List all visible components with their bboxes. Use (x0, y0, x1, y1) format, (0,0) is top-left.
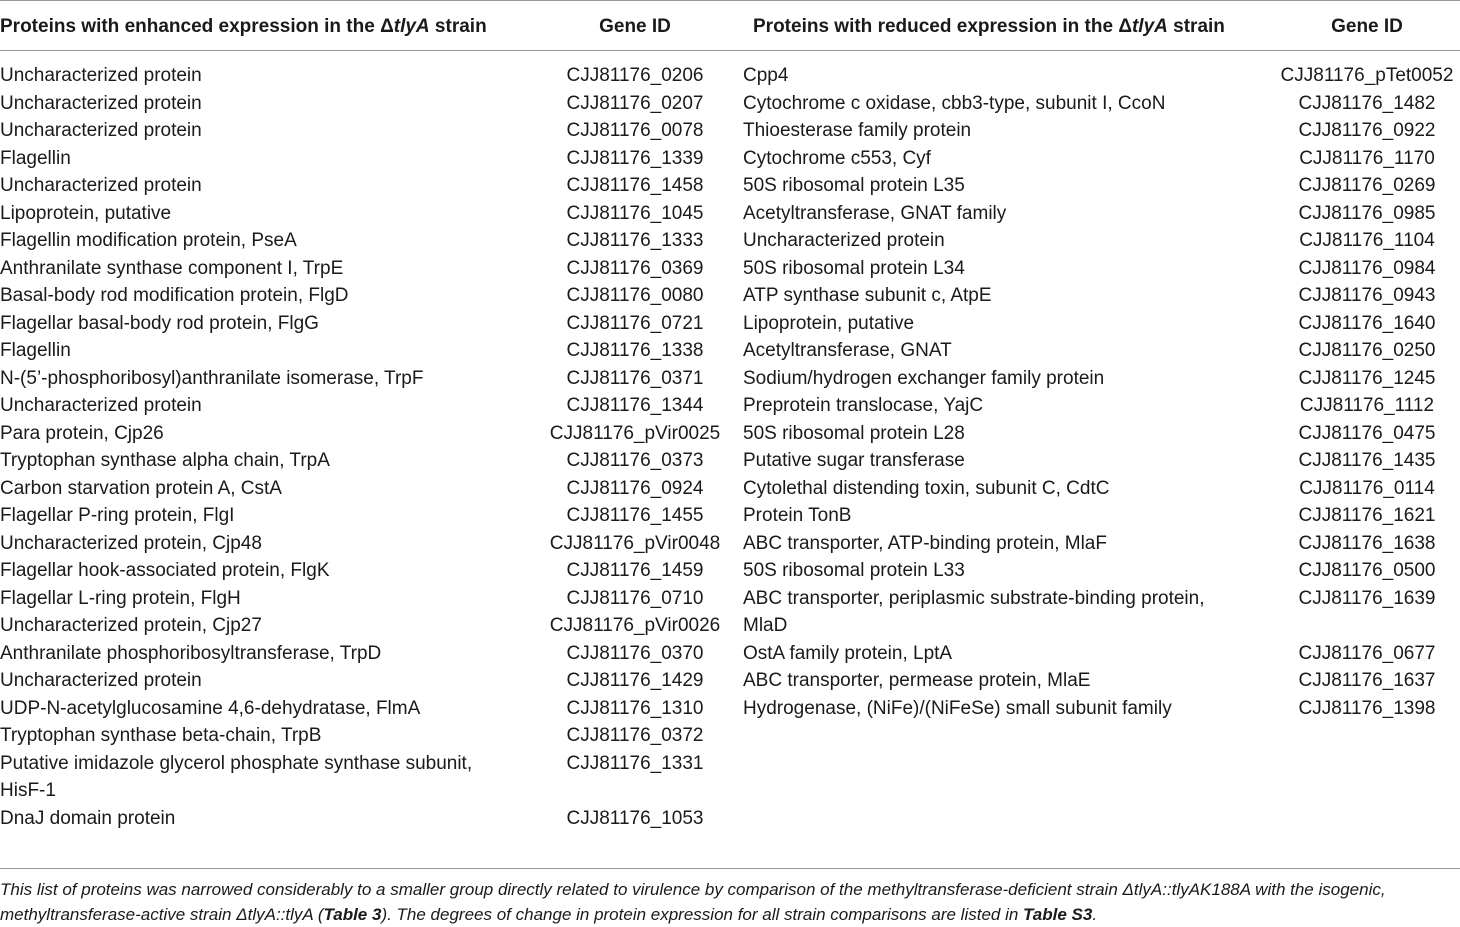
enhanced-row-name (0, 557, 330, 585)
enhanced-row-gene-id: CJJ81176_1045 (566, 202, 704, 224)
enhanced-row-gene-id: CJJ81176_0372 (566, 725, 704, 746)
reduced-row-name (743, 227, 945, 255)
enhanced-name-text: Flagellin (0, 340, 71, 361)
enhanced-name-text: Flagellar hook-associated protein, FlgK (0, 560, 330, 581)
reduced-row-gene-id: CJJ81176_1482 (1298, 92, 1436, 114)
enhanced-row-gene-id: CJJ81176_0369 (566, 257, 704, 279)
enhanced-row-gene-id: CJJ81176_1333 (566, 230, 704, 251)
enhanced-name-text-cont: HisF-1 (0, 780, 56, 801)
enhanced-row-name (0, 172, 202, 200)
reduced-name-text: Putative sugar transferase (743, 450, 965, 471)
reduced-name-text: Protein TonB (743, 505, 852, 526)
enhanced-name-text: Flagellar basal-body rod protein, FlgG (0, 312, 319, 334)
enhanced-row-name (0, 117, 202, 145)
enhanced-row-gene-id: CJJ81176_0371 (566, 367, 704, 389)
enhanced-name-text: Basal-body rod modification protein, FlgD (0, 285, 349, 306)
reduced-row-gene-id: CJJ81176_1640 (1298, 312, 1436, 334)
reduced-name-text: Sodium/hydrogen exchanger family protein (743, 367, 1105, 389)
enhanced-row-gene-id: CJJ81176_1455 (566, 505, 704, 526)
reduced-row-gene-id: CJJ81176_1104 (1299, 230, 1435, 251)
table-caption (0, 877, 1460, 927)
enhanced-name-text: Uncharacterized protein (0, 65, 202, 86)
caption-text-1: This list of proteins was narrowed considerably to a smaller group directly related to virulence by comparison of the methyltransferase-deficient strain ΔtlyA::tlyAK188A with the isogenic, methyltransferase-active strain ΔtlyA::tlyA ( (0, 880, 1386, 924)
reduced-row-name (743, 475, 1109, 503)
enhanced-row-gene-id: CJJ81176_0080 (566, 285, 704, 306)
enhanced-row-gene-id: CJJ81176_1310 (566, 697, 704, 719)
enhanced-row-name (0, 392, 202, 420)
enhanced-row-name (0, 722, 321, 750)
enhanced-row-gene-id: CJJ81176_0078 (566, 120, 704, 141)
reduced-name-text: ATP synthase subunit c, AtpE (743, 285, 992, 306)
reduced-name-text: Hydrogenase, (NiFe)/(NiFeSe) small subunit family (743, 697, 1172, 719)
reduced-row-name (743, 530, 1107, 558)
enhanced-name-text: DnaJ domain protein (0, 807, 176, 829)
header-enhanced-prefix: Proteins with enhanced expression in the (0, 16, 381, 37)
enhanced-row-gene-id: CJJ81176_0710 (566, 587, 704, 609)
enhanced-row-name (0, 337, 71, 365)
enhanced-name-text: Para protein, Cjp26 (0, 422, 164, 444)
table-bottom-rule (0, 868, 1460, 869)
reduced-row-name (743, 145, 931, 173)
enhanced-row-name (0, 420, 164, 448)
enhanced-row-gene-id: CJJ81176_1053 (566, 807, 704, 829)
reduced-row-gene-id: CJJ81176_1170 (1299, 147, 1435, 169)
reduced-row-name (743, 640, 952, 668)
reduced-row-gene-id: CJJ81176_1621 (1298, 505, 1436, 526)
enhanced-name-text: Flagellar L-ring protein, FlgH (0, 587, 241, 609)
enhanced-row-name (0, 585, 241, 613)
enhanced-row-name (0, 200, 171, 228)
header-reduced-gene-id: Gene ID (1331, 16, 1403, 37)
reduced-row-gene-id: CJJ81176_1112 (1299, 395, 1435, 416)
enhanced-name-text: Uncharacterized protein, Cjp48 (0, 532, 262, 554)
enhanced-row-name (0, 530, 262, 558)
enhanced-row-gene-id: CJJ81176_0373 (566, 450, 704, 471)
reduced-row-name (743, 200, 1006, 228)
reduced-name-text: OstA family protein, LptA (743, 642, 953, 664)
reduced-row-gene-id: CJJ81176_1245 (1298, 367, 1436, 389)
reduced-row-gene-id: CJJ81176_1638 (1298, 532, 1436, 554)
caption-ref-table3[interactable]: Table 3 (323, 905, 382, 924)
enhanced-row-gene-id: CJJ81176_1339 (566, 147, 704, 169)
reduced-row-name (743, 392, 983, 420)
enhanced-row-gene-id: CJJ81176_0207 (566, 92, 704, 114)
enhanced-row-name (0, 805, 175, 833)
reduced-row-gene-id: CJJ81176_0475 (1298, 422, 1436, 444)
header-enhanced-proteins (0, 13, 487, 41)
header-enhanced-gene-id: Gene ID (599, 16, 671, 37)
enhanced-row-name (0, 612, 262, 640)
enhanced-row-name (0, 667, 202, 695)
reduced-name-text: 50S ribosomal protein L34 (743, 257, 965, 279)
reduced-row-name (743, 282, 992, 310)
enhanced-row-gene-id: CJJ81176_0370 (566, 642, 704, 664)
reduced-name-text: Lipoprotein, putative (743, 312, 915, 334)
enhanced-row-name (0, 282, 349, 310)
reduced-name-text: Cytochrome c oxidase, cbb3-type, subunit I, CcoN (743, 92, 1166, 114)
enhanced-row-name (0, 90, 202, 118)
enhanced-row-name (0, 640, 381, 668)
reduced-row-name (743, 695, 1172, 723)
enhanced-name-text: Putative imidazole glycerol phosphate synthase subunit, (0, 752, 473, 774)
enhanced-row-gene-id: CJJ81176_0206 (566, 65, 704, 86)
enhanced-name-text: Lipoprotein, putative (0, 202, 172, 224)
reduced-name-text: Thioesterase family protein (743, 120, 972, 141)
enhanced-name-text: Tryptophan synthase beta-chain, TrpB (0, 725, 322, 746)
header-reduced-prefix: Proteins with reduced expression in the (753, 16, 1119, 37)
reduced-row-gene-id: CJJ81176_0985 (1298, 202, 1436, 224)
reduced-row-name (743, 502, 851, 530)
enhanced-name-text: Uncharacterized protein (0, 395, 202, 416)
enhanced-name-text: Flagellin modification protein, PseA (0, 230, 297, 251)
enhanced-name-text: Tryptophan synthase alpha chain, TrpA (0, 450, 330, 471)
reduced-name-text: Cytolethal distending toxin, subunit C, CdtC (743, 477, 1110, 499)
header-rule (0, 50, 1460, 51)
reduced-row-gene-id: CJJ81176_1639 (1298, 587, 1436, 609)
enhanced-row-name (0, 310, 319, 338)
enhanced-row-gene-id: CJJ81176_pVir0026 (549, 615, 721, 636)
reduced-name-text: Cpp4 (743, 65, 789, 86)
enhanced-row-name (0, 447, 330, 475)
reduced-name-text: Uncharacterized protein (743, 230, 945, 251)
reduced-name-text: ABC transporter, permease protein, MlaE (743, 670, 1091, 691)
enhanced-name-text: Flagellin (0, 147, 71, 169)
reduced-name-text: 50S ribosomal protein L28 (743, 422, 965, 444)
enhanced-name-text: Uncharacterized protein (0, 92, 202, 114)
reduced-row-gene-id: CJJ81176_1398 (1298, 697, 1436, 719)
enhanced-row-gene-id: CJJ81176_0721 (566, 312, 704, 334)
table-top-rule (0, 0, 1460, 1)
reduced-row-gene-id: CJJ81176_pTet0052 (1280, 65, 1454, 86)
enhanced-row-gene-id: CJJ81176_1331 (566, 752, 704, 774)
reduced-row-name (743, 337, 952, 365)
enhanced-row-gene-id: CJJ81176_pVir0048 (549, 532, 721, 554)
header-reduced-gene: tlyA (1131, 16, 1168, 37)
enhanced-row-gene-id: CJJ81176_1338 (566, 340, 704, 361)
enhanced-name-text: Uncharacterized protein (0, 670, 202, 691)
enhanced-name-text: N-(5’-phosphoribosyl)anthranilate isomerase, TrpF (0, 367, 424, 389)
reduced-row-name (743, 255, 965, 283)
reduced-row-gene-id: CJJ81176_0269 (1298, 175, 1436, 196)
reduced-name-text: Acetyltransferase, GNAT family (743, 202, 1007, 224)
reduced-row-name (743, 667, 1090, 695)
header-enhanced-gene: tlyA (393, 16, 430, 37)
enhanced-row-gene-id: CJJ81176_pVir0025 (549, 422, 721, 444)
reduced-name-text: 50S ribosomal protein L35 (743, 175, 965, 196)
enhanced-row-name (0, 227, 297, 255)
reduced-row-name (743, 172, 965, 200)
enhanced-name-text: Anthranilate synthase component I, TrpE (0, 257, 344, 279)
reduced-row-gene-id: CJJ81176_1637 (1298, 670, 1436, 691)
enhanced-row-name (0, 255, 343, 283)
caption-text-3: . (1092, 905, 1098, 924)
enhanced-row-gene-id: CJJ81176_0924 (566, 477, 704, 499)
header-reduced-proteins (753, 13, 1225, 41)
enhanced-row-name (0, 750, 472, 805)
enhanced-name-text: Uncharacterized protein, Cjp27 (0, 615, 262, 636)
reduced-name-text: 50S ribosomal protein L33 (743, 560, 965, 581)
enhanced-row-gene-id: CJJ81176_1429 (566, 670, 704, 691)
caption-ref-tableS3[interactable]: Table S3 (1023, 905, 1093, 924)
header-reduced-delta: Δ (1118, 16, 1132, 37)
reduced-row-name (743, 557, 965, 585)
enhanced-row-gene-id: CJJ81176_1344 (566, 395, 704, 416)
reduced-row-gene-id: CJJ81176_0114 (1299, 477, 1435, 499)
enhanced-name-text: Uncharacterized protein (0, 120, 202, 141)
reduced-name-text: ABC transporter, ATP-binding protein, MlaF (743, 532, 1107, 554)
reduced-row-name (743, 62, 788, 90)
reduced-row-name (743, 365, 1104, 393)
header-reduced-suffix: strain (1167, 16, 1225, 37)
reduced-name-text: Preprotein translocase, YajC (743, 395, 984, 416)
reduced-row-gene-id: CJJ81176_1435 (1298, 450, 1436, 471)
enhanced-row-name (0, 365, 423, 393)
reduced-row-gene-id: CJJ81176_0943 (1298, 285, 1436, 306)
reduced-name-text-cont: MlaD (743, 615, 788, 636)
enhanced-name-text: Uncharacterized protein (0, 175, 202, 196)
enhanced-row-name (0, 62, 202, 90)
reduced-row-gene-id: CJJ81176_0677 (1298, 642, 1436, 664)
reduced-row-name (743, 90, 1165, 118)
enhanced-name-text: UDP-N-acetylglucosamine 4,6-dehydratase, FlmA (0, 697, 421, 719)
reduced-row-name (743, 585, 1205, 640)
enhanced-row-gene-id: CJJ81176_1459 (566, 560, 704, 581)
reduced-name-text: ABC transporter, periplasmic substrate-binding protein, (743, 587, 1205, 609)
reduced-name-text: Acetyltransferase, GNAT (743, 340, 952, 361)
caption-text-2: ). The degrees of change in protein expression for all strain comparisons are listed in (381, 905, 1024, 924)
enhanced-row-name (0, 145, 71, 173)
reduced-row-gene-id: CJJ81176_0984 (1298, 257, 1436, 279)
enhanced-row-name (0, 502, 234, 530)
reduced-row-name (743, 117, 971, 145)
reduced-row-name (743, 420, 965, 448)
reduced-name-text: Cytochrome c553, Cyf (743, 147, 931, 169)
header-enhanced-suffix: strain (429, 16, 487, 37)
reduced-row-name (743, 447, 965, 475)
enhanced-row-name (0, 475, 282, 503)
enhanced-row-gene-id: CJJ81176_1458 (566, 175, 704, 196)
enhanced-name-text: Flagellar P-ring protein, FlgI (0, 505, 235, 526)
reduced-row-gene-id: CJJ81176_0250 (1298, 340, 1436, 361)
reduced-row-gene-id: CJJ81176_0500 (1298, 560, 1436, 581)
reduced-row-gene-id: CJJ81176_0922 (1298, 120, 1436, 141)
header-enhanced-delta: Δ (380, 16, 394, 37)
reduced-row-name (743, 310, 914, 338)
enhanced-name-text: Carbon starvation protein A, CstA (0, 477, 282, 499)
enhanced-row-name (0, 695, 420, 723)
enhanced-name-text: Anthranilate phosphoribosyltransferase, TrpD (0, 642, 382, 664)
